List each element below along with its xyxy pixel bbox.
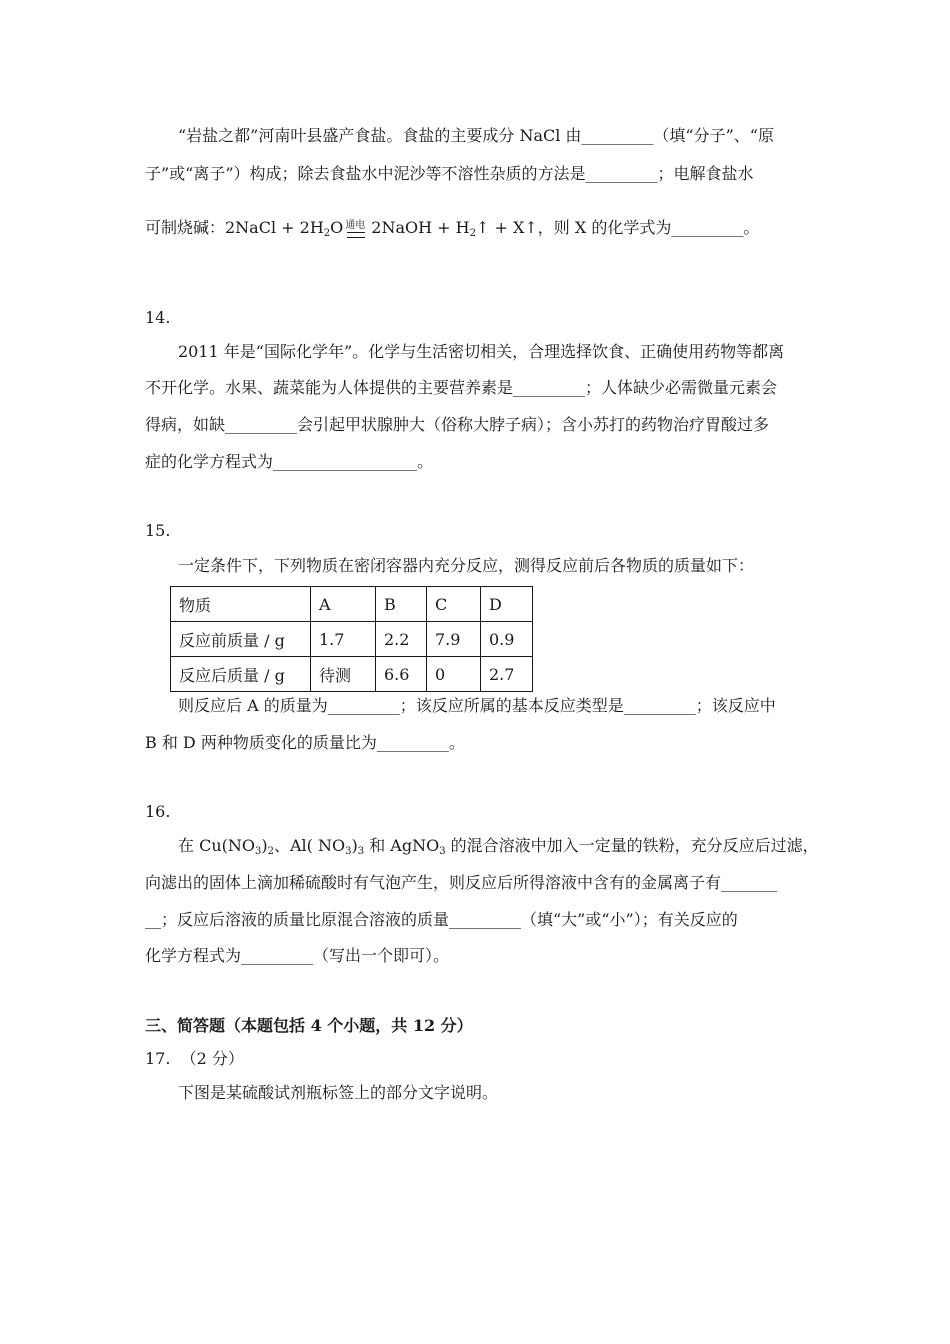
up-arrow-icon: ↑	[476, 218, 490, 237]
q13-eq-o: O	[330, 218, 344, 237]
q15-number: 15.	[145, 521, 171, 540]
q17-number: 17.	[145, 1049, 171, 1068]
q14-line-3: 得病，如缺_________会引起甲状腺肿大（俗称大脖子病）；含小苏打的药物治疗胃酸过多	[145, 415, 770, 434]
q16-number: 16.	[145, 802, 171, 821]
q13-eq-plus: + X	[489, 218, 525, 237]
q17-text: 下图是某硫酸试剂瓶标签上的部分文字说明。	[178, 1083, 499, 1102]
table-cell: 2.2	[376, 622, 427, 657]
section-heading: 三、简答题（本题包括 4 个小题，共 12 分）	[145, 1016, 473, 1035]
subscript: 3	[345, 846, 352, 857]
mass-table	[170, 586, 533, 692]
q14-line-4: 症的化学方程式为__________________。	[145, 452, 434, 471]
q16-l1-a: 在 Cu(NO	[178, 836, 255, 855]
table-cell: 0.9	[481, 622, 533, 657]
q15-intro: 一定条件下，下列物质在密闭容器内充分反应，测得反应前后各物质的质量如下：	[178, 556, 755, 575]
q15-after-2: B 和 D 两种物质变化的质量比为_________。	[145, 733, 465, 752]
q16-l1-e: 和 AgNO	[364, 836, 440, 855]
table-cell: 待测	[311, 657, 376, 692]
q15-after-1: 则反应后 A 的质量为_________；该反应所属的基本反应类型是_________；该反应中	[178, 696, 776, 715]
q14-number: 14.	[145, 308, 171, 327]
equals-bar-bottom	[347, 237, 365, 238]
q16-line-1	[178, 836, 819, 856]
table-cell: 反应前质量 / g	[171, 622, 311, 657]
subscript: 2	[267, 846, 274, 857]
q14-line-1: 2011 年是“国际化学年”。化学与生活密切相关，合理选择饮食、正确使用药物等都离	[178, 342, 785, 361]
q14-line-2: 不开化学。水果、蔬菜能为人体提供的主要营养素是_________；人体缺少必需微量元素会	[145, 378, 778, 397]
q13-line-2: 子”或“离子”）构成；除去食盐水中泥沙等不溶性杂质的方法是_________；电解食盐水	[145, 164, 754, 183]
table-cell: 2.7	[481, 657, 533, 692]
q13-eq-pre: 可制烧碱：2NaCl + 2H	[145, 218, 324, 237]
table-row	[171, 622, 533, 657]
subscript: 3	[357, 846, 365, 857]
table-row	[171, 657, 533, 692]
q16-l1-c: 、Al( NO	[274, 836, 346, 855]
up-arrow-icon: ↑	[524, 218, 538, 237]
subscript: 2	[323, 228, 331, 239]
q17-score: （2 分）	[180, 1049, 244, 1068]
table-cell: A	[311, 587, 376, 622]
table-cell: 6.6	[376, 657, 427, 692]
subscript: 3	[255, 846, 262, 857]
q16-line-2: 向滤出的固体上滴加稀硫酸时有气泡产生，则反应后所得溶液中含有的金属离子有_______	[145, 873, 778, 892]
q13-equation-line	[145, 218, 759, 238]
q13-eq-post: ，则 X 的化学式为_________。	[537, 218, 760, 237]
table-cell: 物质	[171, 587, 311, 622]
q13-line-1: “岩盐之都”河南叶县盛产食盐。食盐的主要成分 NaCl 由_________（填“分子”、“原	[178, 126, 774, 145]
q16-l1-d: )	[351, 836, 358, 855]
q16-line-4: 化学方程式为_________（写出一个即可）。	[145, 946, 450, 965]
q17-header	[145, 1049, 244, 1069]
table-cell: B	[376, 587, 427, 622]
table-cell: C	[427, 587, 481, 622]
table-cell: 反应后质量 / g	[171, 657, 311, 692]
subscript: 3	[439, 846, 446, 857]
subscript: 2	[469, 228, 476, 239]
q16-l1-b: )	[261, 836, 268, 855]
table-cell: 7.9	[427, 622, 481, 657]
q16-l1-f: 的混合溶液中加入一定量的铁粉，充分反应后过滤，	[445, 836, 819, 855]
table-cell: 0	[427, 657, 481, 692]
q16-line-3: __；反应后溶液的质量比原混合溶液的质量_________（填“大”或“小”）；有关反应的	[145, 910, 738, 929]
table-header-row	[171, 587, 533, 622]
reaction-condition	[343, 218, 371, 238]
q13-eq-mid: 2NaOH + H	[371, 218, 470, 237]
condition-label: 通电	[345, 220, 366, 231]
table-cell: D	[481, 587, 533, 622]
table-cell: 1.7	[311, 622, 376, 657]
equals-bar-top	[347, 232, 365, 233]
